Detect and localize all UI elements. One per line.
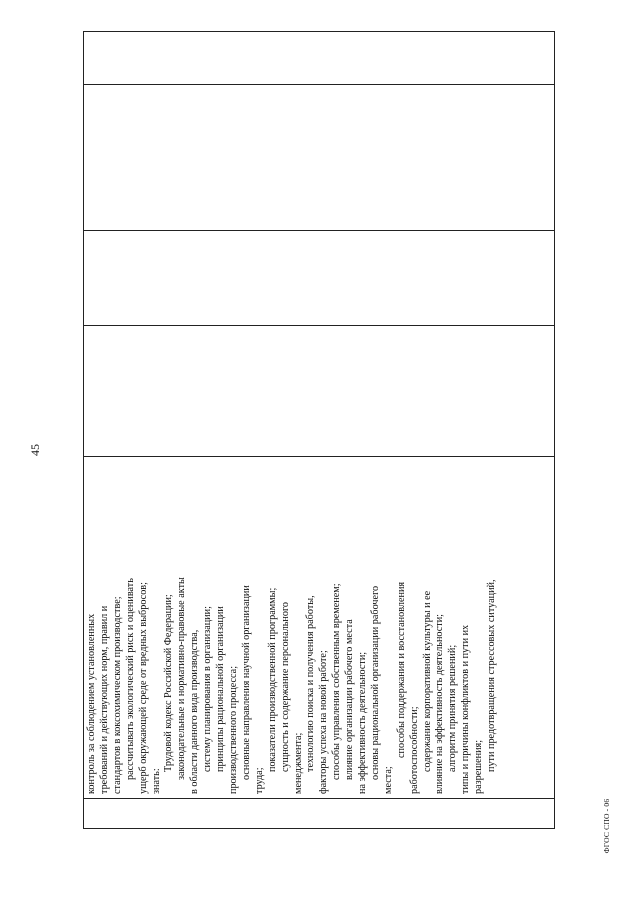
text-line: на эффективность деятельности; xyxy=(357,651,369,794)
text-line: законодательные и нормативно-правовые акты xyxy=(176,577,188,780)
curriculum-table xyxy=(83,31,555,829)
text-line: типы и причины конфликтов и пути их xyxy=(460,624,472,794)
text-line: знать: xyxy=(150,768,162,794)
text-line: рассчитывать экологический риск и оценивать xyxy=(124,578,136,780)
text-line: факторы успеха на новой работе; xyxy=(318,650,330,794)
table-cell-hours-max xyxy=(84,325,554,456)
competency-text xyxy=(86,461,499,794)
footer-code: ФГОС СПО - 06 xyxy=(602,798,611,854)
text-line: ущерб окружающей среде от вредных выбросов; xyxy=(137,582,149,794)
text-line: способы поддержания и восстановления xyxy=(395,581,407,758)
text-line: алгоритм принятия решений; xyxy=(447,644,459,772)
text-line: принципы рациональной организации xyxy=(215,606,227,772)
text-line: пути предотвращения стрессовых ситуаций, xyxy=(486,579,498,772)
table-cell-competencies xyxy=(84,456,554,798)
text-line: работоспособности; xyxy=(408,706,420,794)
text-line: места; xyxy=(382,766,394,794)
text-line: менеджмента; xyxy=(292,732,304,794)
text-line: влияние на эффективность деятельности; xyxy=(434,613,446,794)
text-line: показатели производственной программы; xyxy=(266,587,278,772)
table-cell-competency-codes xyxy=(84,32,554,84)
text-line: труда; xyxy=(253,767,265,794)
table-cell-hours-class xyxy=(84,230,554,325)
text-line: контроль за соблюдением установленных xyxy=(86,613,97,794)
page-number: 45 xyxy=(28,444,42,456)
text-line: производственного процесса; xyxy=(227,665,239,794)
text-line: технологию поиска и получения работы, xyxy=(305,595,317,772)
text-line: в области данного вида производства, xyxy=(189,629,201,794)
text-line: стандартов в коксохимическом производстве; xyxy=(111,596,123,794)
table-cell-disciplines xyxy=(84,84,554,230)
text-line: основы рациональной организации рабочего xyxy=(369,585,381,780)
text-line: основные направления научной организации xyxy=(240,585,252,780)
table-cell-code xyxy=(84,798,554,828)
text-line: содержание корпоративной культуры и ее xyxy=(421,590,433,772)
text-line: систему планирования в организации; xyxy=(202,606,214,772)
text-line: влияние организации рабочего места xyxy=(344,619,356,780)
text-line: сущность и содержание персонального xyxy=(279,602,291,772)
text-line: способы управления собственным временем; xyxy=(331,583,343,780)
text-line: требований и действующих норм, правил и xyxy=(98,605,110,794)
text-line: разрешения; xyxy=(473,739,485,794)
text-line: Трудовой кодекс Российской Федерации; xyxy=(163,594,175,772)
